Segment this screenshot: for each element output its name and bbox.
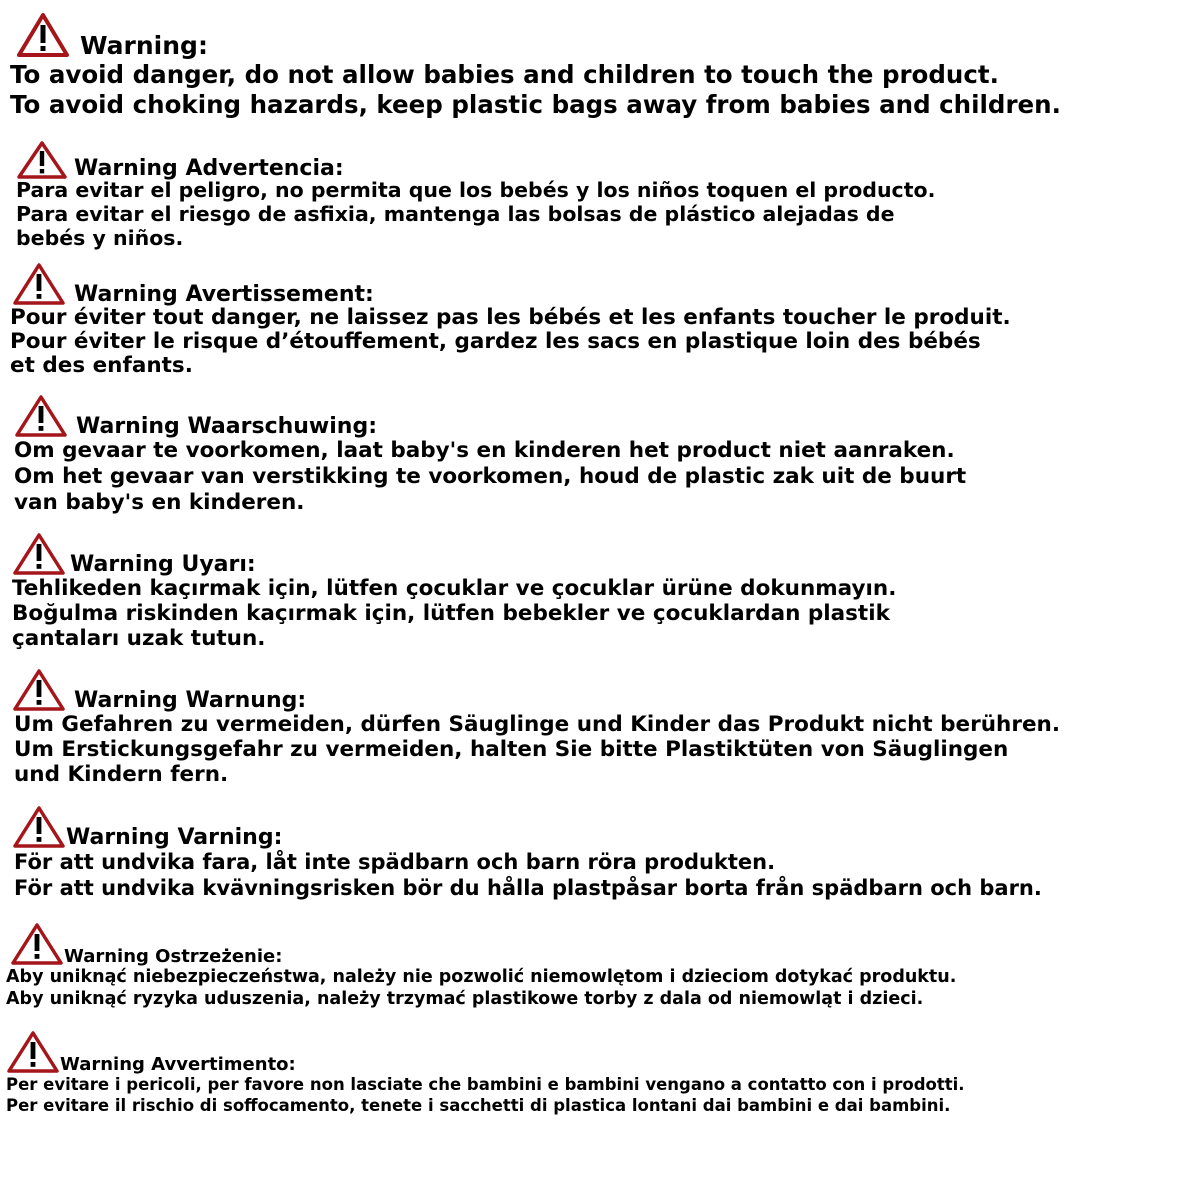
warning-line: Um Gefahren zu vermeiden, dürfen Säuglinge und Kinder das Produkt nicht berühren. <box>14 712 1061 737</box>
warning-line: van baby's en kinderen. <box>14 490 305 515</box>
warning-section-swedish <box>0 805 1200 900</box>
section-header <box>0 532 1200 576</box>
section-body <box>14 849 1042 901</box>
warning-line: und Kindern fern. <box>14 762 229 787</box>
section-body <box>10 306 1011 378</box>
section-title: Warning Varning: <box>66 825 283 850</box>
warning-line: Aby uniknąć ryzyka uduszenia, należy trzymać plastikowe torby z dala od niemowląt i dzieci. <box>6 989 924 1009</box>
section-body <box>10 60 1061 120</box>
warning-line: Om het gevaar van verstikking te voorkomen, houd de plastic zak uit de buurt <box>14 464 967 489</box>
section-title: Warning Advertencia: <box>74 156 344 181</box>
warning-line: Tehlikeden kaçırmak için, lütfen çocuklar ve çocuklar ürüne dokunmayın. <box>12 576 897 601</box>
section-title: Warning Waarschuwing: <box>76 414 378 439</box>
section-header <box>0 805 1200 849</box>
section-header <box>0 140 1200 180</box>
section-title: Warning Ostrzeżenie: <box>64 946 283 967</box>
section-header <box>0 394 1200 438</box>
section-body <box>14 438 966 516</box>
warning-line: To avoid choking hazards, keep plastic bags away from babies and children. <box>10 90 1061 119</box>
section-title: Warning: <box>80 31 208 60</box>
warning-line: Para evitar el riesgo de asfixia, mantenga las bolsas de plástico alejadas de <box>16 202 895 226</box>
warning-line: Aby uniknąć niebezpieczeństwa, należy nie pozwolić niemowlętom i dzieciom dotykać produktu. <box>6 967 957 987</box>
warning-line: Per evitare i pericoli, per favore non lasciate che bambini e bambini vengano a contatto con i prodotti. <box>6 1075 965 1094</box>
section-header <box>0 922 1200 966</box>
warning-triangle-icon <box>16 140 68 180</box>
warning-line: Um Erstickungsgefahr zu vermeiden, halten Sie bitte Plastiktüten von Säuglingen <box>14 737 1009 762</box>
warning-line: För att undvika kvävningsrisken bör du hålla plastpåsar borta från spädbarn och barn. <box>14 876 1042 900</box>
warning-line: Per evitare il rischio di soffocamento, tenete i sacchetti di plastica lontani dai bambini e dai bambini. <box>6 1096 951 1115</box>
warning-triangle-icon <box>12 532 66 576</box>
section-body <box>16 178 935 250</box>
section-header <box>0 262 1200 306</box>
section-body <box>14 712 1060 787</box>
warning-line: et des enfants. <box>10 353 193 378</box>
warning-section-italian <box>0 1030 1200 1115</box>
section-body <box>6 966 956 1010</box>
section-title: Warning Avvertimento: <box>60 1054 296 1075</box>
warning-section-polish <box>0 922 1200 1009</box>
warning-line: Para evitar el peligro, no permita que los bebés y los niños toquen el producto. <box>16 178 936 202</box>
warning-triangle-icon <box>10 922 64 966</box>
section-header <box>0 1030 1200 1074</box>
warning-triangle-icon <box>16 12 70 58</box>
warning-line: bebés y niños. <box>16 226 184 250</box>
warning-section-spanish <box>0 140 1200 250</box>
warning-line: Pour éviter le risque d’étouffement, gardez les sacs en plastique loin des bébés <box>10 329 981 354</box>
section-title: Warning Uyarı: <box>70 552 256 577</box>
warning-triangle-icon <box>12 805 66 849</box>
warning-triangle-icon <box>6 1030 60 1074</box>
warning-section-german <box>0 668 1200 787</box>
section-header <box>0 668 1200 712</box>
warning-line: To avoid danger, do not allow babies and children to touch the product. <box>10 60 999 89</box>
warning-triangle-icon <box>14 394 68 438</box>
warning-line: Boğulma riskinden kaçırmak için, lütfen bebekler ve çocuklardan plastik <box>12 601 890 626</box>
warning-section-dutch <box>0 394 1200 515</box>
section-body <box>12 576 896 651</box>
section-title: Warning Avertissement: <box>74 282 374 307</box>
warning-line: För att undvika fara, låt inte spädbarn och barn röra produkten. <box>14 850 776 874</box>
warning-line: çantaları uzak tutun. <box>12 626 266 651</box>
warning-section-english <box>0 10 1200 119</box>
section-header <box>0 10 1200 58</box>
warning-line: Pour éviter tout danger, ne laissez pas les bébés et les enfants toucher le produit. <box>10 305 1011 330</box>
section-title: Warning Warnung: <box>74 688 307 713</box>
warning-triangle-icon <box>12 668 66 712</box>
warning-triangle-icon <box>12 262 66 306</box>
warning-line: Om gevaar te voorkomen, laat baby's en kinderen het product niet aanraken. <box>14 438 955 463</box>
warning-section-turkish <box>0 532 1200 651</box>
section-body <box>6 1074 965 1116</box>
warning-section-french <box>0 262 1200 378</box>
